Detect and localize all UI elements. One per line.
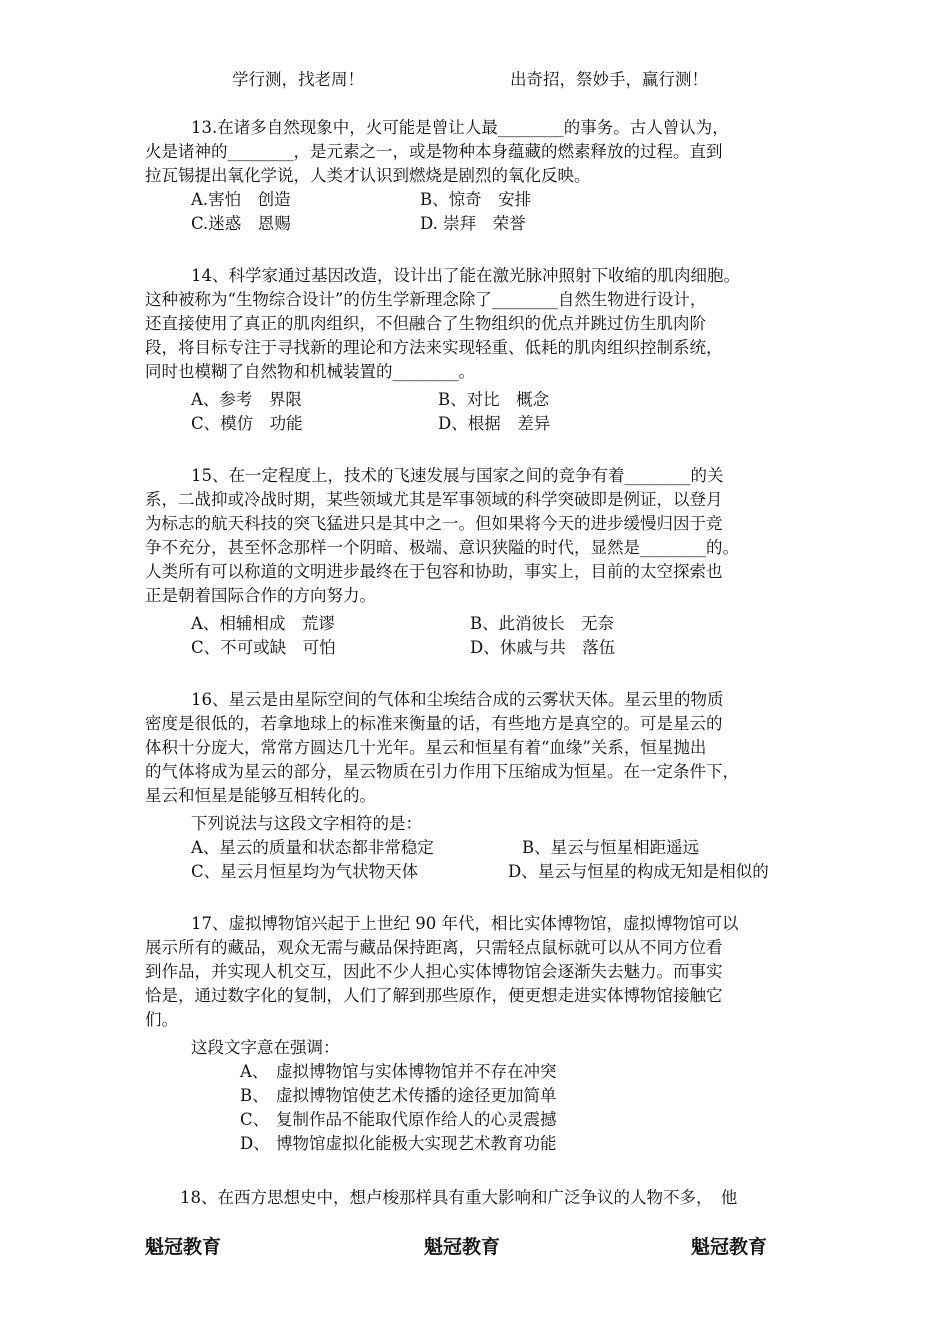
question-text-line: 17、虚拟博物馆兴起于上世纪 90 年代，相比实体博物馆，虚拟博物馆可以 bbox=[191, 914, 739, 933]
option-c-letter: C、 bbox=[240, 1110, 270, 1129]
option-c: C、模仿 功能 bbox=[191, 414, 303, 433]
question-text-line: 还直接使用了真正的肌肉组织，不但融合了生物组织的优点并跳过仿生肌肉阶 bbox=[145, 314, 706, 333]
question-prompt: 下列说法与这段文字相符的是： bbox=[191, 814, 422, 833]
option-b-text: 虚拟博物馆使艺术传播的途径更加简单 bbox=[276, 1086, 557, 1105]
option-b: B、对比 概念 bbox=[438, 390, 550, 409]
question-text-line: 同时也模糊了自然物和机械装置的________。 bbox=[145, 362, 475, 381]
question-text-line: 展示所有的藏品，观众无需与藏品保持距离，只需轻点鼠标就可以从不同方位看 bbox=[145, 938, 723, 957]
question-text-line: 系，二战抑或冷战时期，某些领域尤其是军事领域的科学突破即是例证，以登月 bbox=[145, 490, 723, 509]
question-text-line: 人类所有可以称道的文明进步最终在于包容和协助，事实上，目前的太空探索也 bbox=[145, 562, 723, 581]
option-d: D、星云与恒星的构成无知是相似的 bbox=[508, 862, 769, 881]
option-a: A.害怕 创造 bbox=[191, 190, 291, 209]
header-left-slogan: 学行测，找老周！ bbox=[232, 70, 364, 89]
option-c-text: 复制作品不能取代原作给人的心灵震撼 bbox=[276, 1110, 557, 1129]
option-a: A、相辅相成 荒谬 bbox=[191, 614, 335, 633]
option-d: D、根据 差异 bbox=[438, 414, 551, 433]
footer-brand-right: 魁冠教育 bbox=[691, 1236, 768, 1258]
option-a: A、星云的质量和状态都非常稳定 bbox=[191, 838, 434, 857]
option-a-text: 虚拟博物馆与实体博物馆并不存在冲突 bbox=[276, 1062, 557, 1081]
question-text-line: 16、星云是由星际空间的气体和尘埃结合成的云雾状天体。星云里的物质 bbox=[191, 690, 724, 709]
question-text-line: 正是朝着国际合作的方向努力。 bbox=[145, 586, 376, 605]
question-text-line: 火是诸神的________，是元素之一，或是物种本身蕴藏的燃素释放的过程。直到 bbox=[145, 142, 723, 161]
option-d: D. 崇拜 荣誉 bbox=[420, 214, 526, 233]
question-prompt: 这段文字意在强调： bbox=[191, 1038, 340, 1057]
question-text-line: 14、科学家通过基因改造，设计出了能在激光脉冲照射下收缩的肌肉细胞。 bbox=[191, 266, 740, 285]
question-text-line: 这种被称为“生物综合设计”的仿生学新理念除了________自然生物进行设计， bbox=[145, 290, 707, 309]
option-d: D、休戚与共 落伍 bbox=[470, 638, 616, 657]
question-text-line: 密度是很低的，若拿地球上的标准来衡量的话，有些地方是真空的。可是星云的 bbox=[145, 714, 723, 733]
option-b: B、此消彼长 无奈 bbox=[470, 614, 615, 633]
option-d-text: 博物馆虚拟化能极大实现艺术教育功能 bbox=[276, 1134, 557, 1153]
question-text-line: 们。 bbox=[145, 1010, 178, 1029]
question-text-line: 为标志的航天科技的突飞猛进只是其中之一。但如果将今天的进步缓慢归因于竞 bbox=[145, 514, 723, 533]
option-c: C.迷惑 恩赐 bbox=[191, 214, 291, 233]
question-text-line: 拉瓦锡提出氧化学说，人类才认识到燃烧是剧烈的氧化反映。 bbox=[145, 166, 591, 185]
question-text-line: 体积十分庞大，常常方圆达几十光年。星云和恒星有着“血缘”关系，恒星抛出 bbox=[145, 738, 707, 757]
question-text-line: 的气体将成为星云的部分，星云物质在引力作用下压缩成为恒星。在一定条件下， bbox=[145, 762, 739, 781]
option-c: C、星云月恒星均为气状物天体 bbox=[191, 862, 419, 881]
question-text-line: 争不充分，甚至怀念那样一个阴暗、极端、意识狭隘的时代，显然是________的。 bbox=[145, 538, 739, 557]
option-d-letter: D、 bbox=[240, 1134, 270, 1153]
question-text-line: 到作品，并实现人机交互，因此不少人担心实体博物馆会逐渐失去魅力。而事实 bbox=[145, 962, 723, 981]
question-text-line: 段，将目标专注于寻找新的理论和方法来实现轻重、低耗的肌肉组织控制系统， bbox=[145, 338, 723, 357]
option-a-letter: A、 bbox=[240, 1062, 269, 1081]
question-text-line: 恰是，通过数字化的复制，人们了解到那些原作，便更想走进实体博物馆接触它 bbox=[145, 986, 723, 1005]
option-a: A、参考 界限 bbox=[191, 390, 302, 409]
question-text-line: 星云和恒星是能够互相转化的。 bbox=[145, 786, 376, 805]
option-b: B、星云与恒星相距遥远 bbox=[522, 838, 700, 857]
option-c: C、不可或缺 可怕 bbox=[191, 638, 336, 657]
question-text-line: 18、在西方思想史中，想卢梭那样具有重大影响和广泛争议的人物不多， 他 bbox=[180, 1188, 738, 1207]
header-right-slogan: 出奇招，祭妙手，赢行测！ bbox=[510, 70, 708, 89]
option-b: B、惊奇 安排 bbox=[420, 190, 532, 209]
question-text-line: 13.在诸多自然现象中，火可能是曾让人最________的事务。古人曾认为， bbox=[191, 118, 729, 137]
option-b-letter: B、 bbox=[240, 1086, 269, 1105]
footer-brand-left: 魁冠教育 bbox=[145, 1236, 222, 1258]
question-text-line: 15、在一定程度上，技术的飞速发展与国家之间的竞争有着________的关 bbox=[191, 466, 724, 485]
footer-brand-center: 魁冠教育 bbox=[424, 1236, 501, 1258]
